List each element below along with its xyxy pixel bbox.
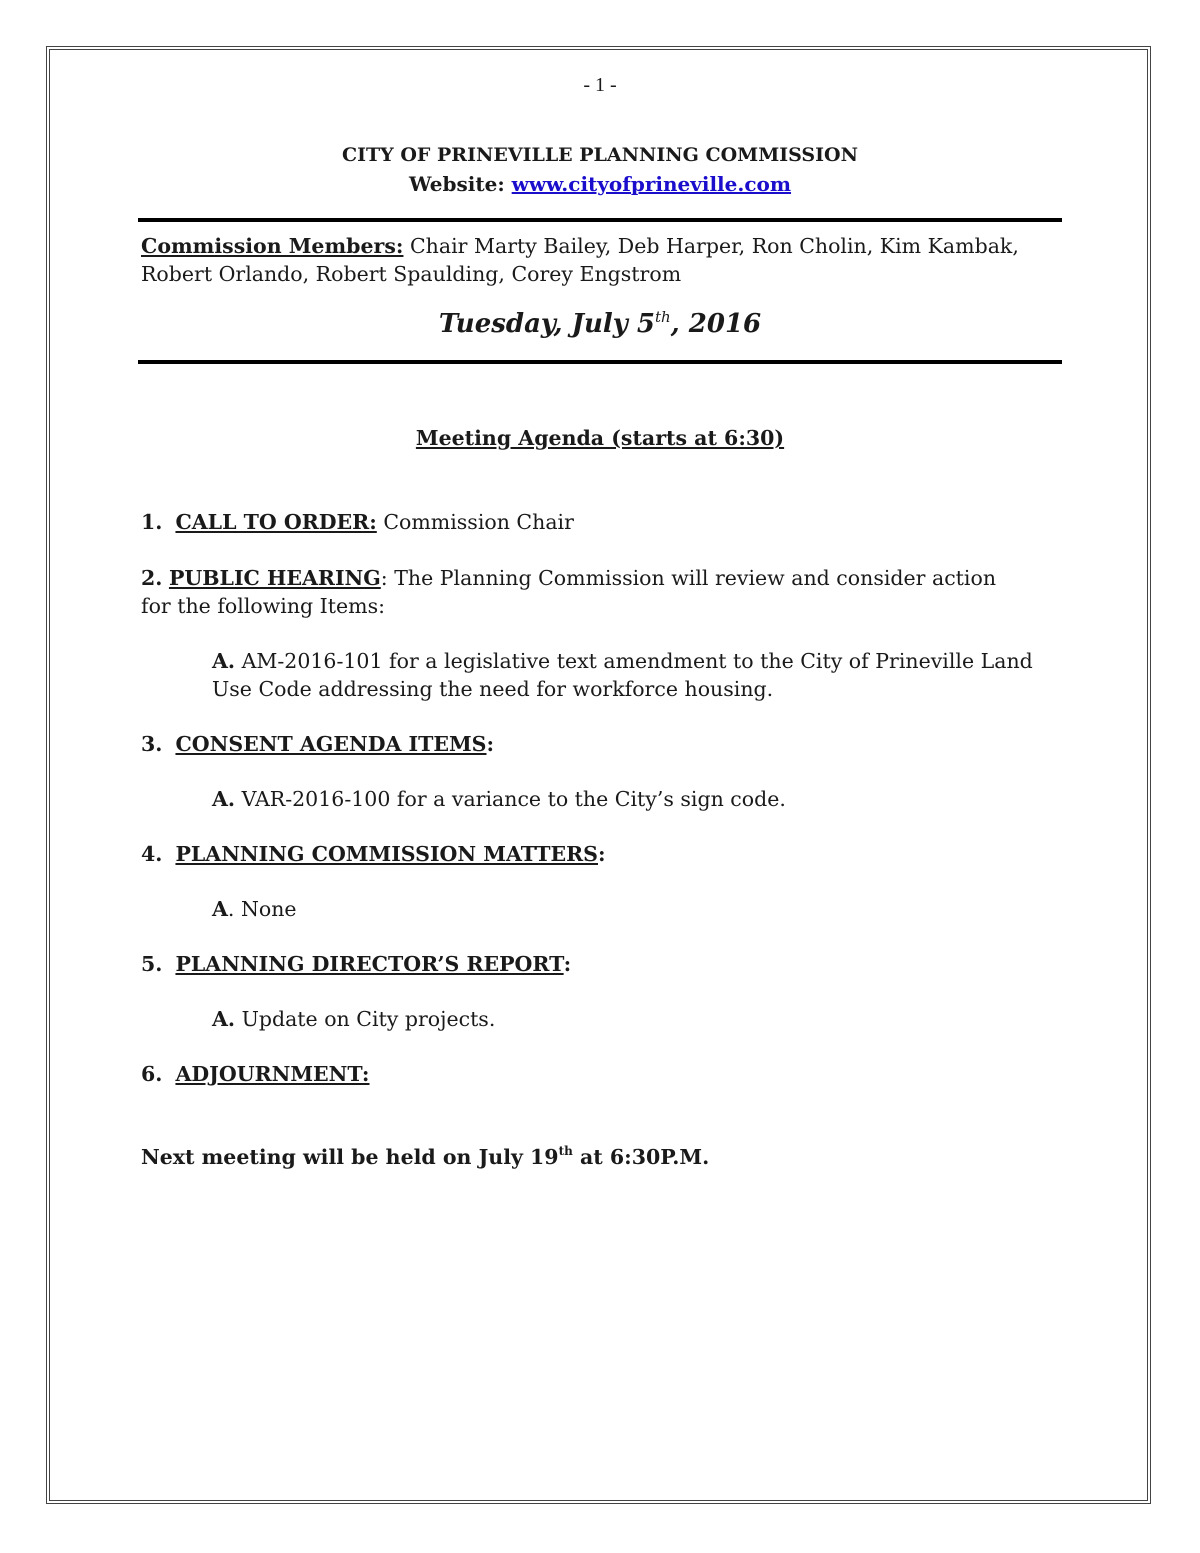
item-heading: PUBLIC HEARING (168, 566, 381, 590)
subitem-letter: A. (212, 787, 236, 811)
subitem-letter: A (212, 897, 228, 921)
agenda-item-adjournment (141, 1060, 370, 1088)
item-text: : (563, 952, 572, 976)
agenda-item-call-to-order (141, 508, 574, 536)
bottom-divider (138, 360, 1062, 364)
agenda-item-director-report (141, 950, 571, 978)
item-text: : (598, 842, 606, 866)
members-label: Commission Members: (141, 234, 404, 258)
item-heading: PLANNING COMMISSION MATTERS (175, 842, 598, 866)
page-number: - 1 - (583, 74, 617, 96)
public-hearing-item-a (212, 647, 1057, 703)
meeting-date-year: , 2016 (670, 309, 762, 339)
agenda-item-commission-matters (141, 840, 606, 868)
commission-item-a (212, 895, 297, 923)
meeting-date-main: Tuesday, July 5 (438, 309, 655, 339)
subitem-letter: A. (212, 1007, 236, 1031)
item-number: 1. (141, 510, 163, 534)
subitem-text: VAR-2016-100 for a variance to the City’s sign code. (235, 787, 786, 811)
website-line (0, 172, 1200, 196)
item-heading: ADJOURNMENT: (175, 1062, 370, 1086)
item-number: 2. (141, 566, 163, 590)
next-meeting-time: at 6:30P.M. (572, 1145, 710, 1169)
subitem-text: Update on City projects. (235, 1007, 496, 1031)
commission-members (141, 232, 1061, 288)
next-meeting-main: Next meeting will be held on July 19 (141, 1145, 559, 1169)
organization-title: CITY OF PRINEVILLE PLANNING COMMISSION (342, 144, 858, 166)
agenda-item-consent (141, 730, 494, 758)
item-heading: CALL TO ORDER: (175, 510, 377, 534)
item-number: 4. (141, 842, 163, 866)
website-link[interactable]: www.cityofprineville.com (511, 172, 792, 196)
next-meeting-ordinal: th (558, 1144, 573, 1158)
next-meeting-note (141, 1144, 709, 1169)
members-names: Chair Marty Bailey, Deb Harper, Ron Cholin, Kim Kambak, Robert Orlando, Robert Spaulding, Corey Engstrom (141, 234, 1019, 286)
meeting-date (0, 308, 1200, 339)
subitem-letter: A. (212, 649, 236, 673)
item-text: : (486, 732, 495, 756)
item-number: 6. (141, 1062, 163, 1086)
subitem-text: . None (227, 897, 297, 921)
consent-item-a (212, 785, 786, 813)
item-heading: CONSENT AGENDA ITEMS (175, 732, 487, 756)
meeting-date-ordinal: th (654, 308, 671, 326)
item-number: 5. (141, 952, 163, 976)
item-number: 3. (141, 732, 163, 756)
website-label: Website: (408, 172, 505, 196)
item-text: Commission Chair (376, 510, 574, 534)
item-heading: PLANNING DIRECTOR’S REPORT (175, 952, 564, 976)
top-divider (138, 218, 1062, 222)
agenda-title: Meeting Agenda (starts at 6:30) (415, 426, 785, 450)
director-item-a (212, 1005, 495, 1033)
item-text: : The Planning Commission will review and consider action for the following Items: (141, 566, 997, 618)
subitem-text: AM-2016-101 for a legislative text amendment to the City of Prineville Land Use Code addressing the need for workforce housing. (212, 649, 1033, 701)
agenda-item-public-hearing (141, 564, 1021, 620)
